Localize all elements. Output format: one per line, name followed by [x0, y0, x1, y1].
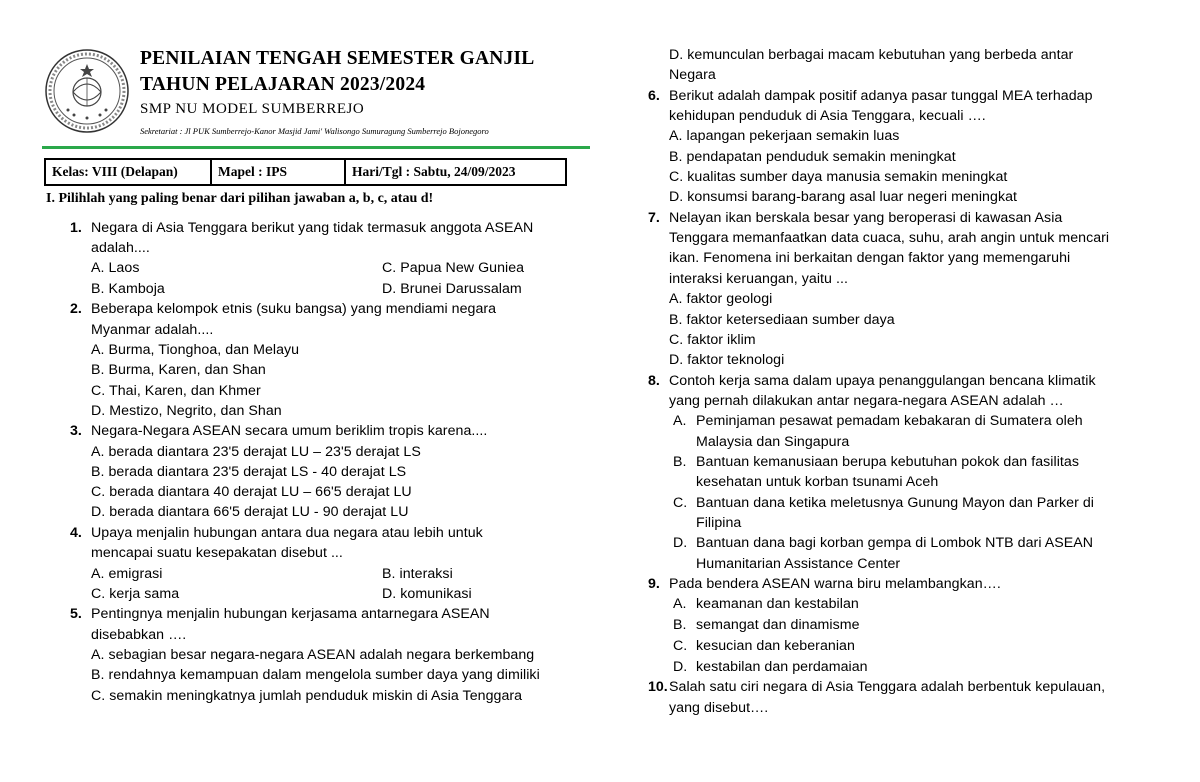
answer-option[interactable]: A. faktor geologi: [669, 291, 773, 307]
answer-option[interactable]: D. Mestizo, Negrito, dan Shan: [91, 403, 282, 419]
answer-option[interactable]: B. pendapatan penduduk semakin meningkat: [669, 149, 956, 165]
answer-option[interactable]: Bantuan dana ketika meletusnya Gunung Mayon dan Parker di: [696, 495, 1094, 511]
answer-option[interactable]: A. sebagian besar negara-negara ASEAN adalah negara berkembang: [91, 647, 535, 663]
answer-option[interactable]: A. Laos: [91, 260, 140, 276]
question-text: adalah....: [91, 240, 150, 256]
answer-option[interactable]: B. interaksi: [382, 566, 453, 582]
question-number: 8.: [648, 373, 660, 389]
question-text: mencapai suatu kesepakatan disebut ...: [91, 545, 343, 561]
answer-option[interactable]: A. Burma, Tionghoa, dan Melayu: [91, 342, 300, 358]
option-letter: B.: [673, 454, 687, 470]
answer-option[interactable]: B. berada diantara 23'5 derajat LS - 40 derajat LS: [91, 464, 407, 480]
answer-option[interactable]: Bantuan dana bagi korban gempa di Lombok NTB dari ASEAN: [696, 535, 1094, 551]
question-text: yang pernah dilakukan antar negara-negara ASEAN adalah …: [669, 393, 1064, 409]
answer-option[interactable]: B. faktor ketersediaan sumber daya: [669, 312, 895, 328]
question-text: Tenggara memanfaatkan data cuaca, suhu, arah angin untuk mencari: [669, 230, 1110, 246]
answer-option-continued: kesehatan untuk korban tsunami Aceh: [696, 474, 939, 490]
exam-info-table: [44, 158, 567, 186]
class-cell: Kelas: VIII (Delapan): [46, 160, 212, 184]
answer-option[interactable]: C. Papua New Guniea: [382, 260, 525, 276]
answer-option[interactable]: B. Kamboja: [91, 281, 165, 297]
academic-year: TAHUN PELAJARAN 2023/2024: [140, 74, 426, 95]
school-address: Sekretariat : Jl PUK Sumberrejo-Kanor Masjid Jami' Walisongo Sumuragung Sumberrejo Bojonegoro: [140, 126, 489, 136]
question-text: Salah satu ciri negara di Asia Tenggara adalah berbentuk kepulauan,: [669, 679, 1106, 695]
date-cell: Hari/Tgl : Sabtu, 24/09/2023: [352, 164, 516, 179]
question-number: 10.: [648, 679, 668, 695]
section-instruction: I. Pilihlah yang paling benar dari pilihan jawaban a, b, c, atau d!: [46, 191, 434, 206]
question-text: Beberapa kelompok etnis (suku bangsa) yang mendiami negara: [91, 301, 497, 317]
answer-option-continued: Filipina: [696, 515, 742, 531]
question-text: ikan. Fenomena ini berkaitan dengan faktor yang memengaruhi: [669, 250, 1071, 266]
question-text: Upaya menjalin hubungan antara dua negara atau lebih untuk: [91, 525, 483, 541]
answer-option[interactable]: D. berada diantara 66'5 derajat LU - 90 derajat LU: [91, 504, 409, 520]
question-text: Nelayan ikan berskala besar yang beroperasi di kawasan Asia: [669, 210, 1063, 226]
option-letter: C.: [673, 638, 688, 654]
answer-option[interactable]: C. Thai, Karen, dan Khmer: [91, 383, 261, 399]
answer-option[interactable]: B. Burma, Karen, dan Shan: [91, 362, 266, 378]
answer-option[interactable]: C. kualitas sumber daya manusia semakin meningkat: [669, 169, 1008, 185]
answer-option[interactable]: A. berada diantara 23'5 derajat LU – 23'5 derajat LS: [91, 444, 421, 460]
question-text: kehidupan penduduk di Asia Tenggara, kecuali ….: [669, 108, 986, 124]
school-name: SMP NU MODEL SUMBERREJO: [140, 101, 365, 117]
answer-option[interactable]: C. berada diantara 40 derajat LU – 66'5 derajat LU: [91, 484, 412, 500]
answer-option[interactable]: Peminjaman pesawat pemadam kebakaran di Sumatera oleh: [696, 413, 1083, 429]
header-divider: [42, 146, 590, 149]
answer-option[interactable]: D. konsumsi barang-barang asal luar negeri meningkat: [669, 189, 1018, 205]
answer-option[interactable]: C. kerja sama: [91, 586, 180, 602]
answer-option[interactable]: B. rendahnya kemampuan dalam mengelola sumber daya yang dimiliki: [91, 667, 540, 683]
answer-option[interactable]: keamanan dan kestabilan: [696, 596, 859, 612]
answer-option-continued: Malaysia dan Singapura: [696, 434, 850, 450]
answer-option[interactable]: D. kemunculan berbagai macam kebutuhan yang berbeda antar: [669, 47, 1074, 63]
question-text: Berikut adalah dampak positif adanya pasar tunggal MEA terhadap: [669, 88, 1093, 104]
answer-option[interactable]: D. komunikasi: [382, 586, 472, 602]
question-number: 5.: [70, 606, 82, 622]
answer-option[interactable]: A. emigrasi: [91, 566, 163, 582]
answer-option-continued: Humanitarian Assistance Center: [696, 556, 901, 572]
answer-option[interactable]: A. lapangan pekerjaan semakin luas: [669, 128, 900, 144]
answer-option[interactable]: D. Brunei Darussalam: [382, 281, 522, 297]
option-letter: A.: [673, 413, 687, 429]
question-number: 9.: [648, 576, 660, 592]
answer-option-continued: Negara: [669, 67, 716, 83]
question-number: 4.: [70, 525, 82, 541]
question-number: 1.: [70, 220, 82, 236]
answer-option[interactable]: semangat dan dinamisme: [696, 617, 860, 633]
answer-option[interactable]: C. faktor iklim: [669, 332, 756, 348]
question-text: Pentingnya menjalin hubungan kerjasama antarnegara ASEAN: [91, 606, 490, 622]
option-letter: C.: [673, 495, 688, 511]
question-text: Myanmar adalah....: [91, 322, 214, 338]
answer-option[interactable]: C. semakin meningkatnya jumlah penduduk miskin di Asia Tenggara: [91, 688, 523, 704]
question-text: yang disebut….: [669, 700, 769, 716]
answer-option[interactable]: kesucian dan keberanian: [696, 638, 855, 654]
answer-option[interactable]: Bantuan kemanusiaan berupa kebutuhan pokok dan fasilitas: [696, 454, 1079, 470]
question-number: 7.: [648, 210, 660, 226]
option-letter: B.: [673, 617, 687, 633]
question-number: 6.: [648, 88, 660, 104]
answer-option[interactable]: kestabilan dan perdamaian: [696, 659, 868, 675]
option-letter: D.: [673, 659, 688, 675]
option-letter: D.: [673, 535, 688, 551]
question-text: Pada bendera ASEAN warna biru melambangkan….: [669, 576, 1001, 592]
option-letter: A.: [673, 596, 687, 612]
question-text: Negara-Negara ASEAN secara umum beriklim tropis karena....: [91, 423, 488, 439]
question-text: Negara di Asia Tenggara berikut yang tidak termasuk anggota ASEAN: [91, 220, 534, 236]
question-text: interaksi keruangan, yaitu ...: [669, 271, 848, 287]
question-text: Contoh kerja sama dalam upaya penanggulangan bencana klimatik: [669, 373, 1096, 389]
answer-option[interactable]: D. faktor teknologi: [669, 352, 785, 368]
question-number: 2.: [70, 301, 82, 317]
question-text: disebabkan ….: [91, 627, 187, 643]
school-logo-icon: [44, 48, 130, 134]
subject-cell: Mapel : IPS: [212, 160, 346, 184]
exam-title: PENILAIAN TENGAH SEMESTER GANJIL: [140, 48, 535, 69]
question-number: 3.: [70, 423, 82, 439]
